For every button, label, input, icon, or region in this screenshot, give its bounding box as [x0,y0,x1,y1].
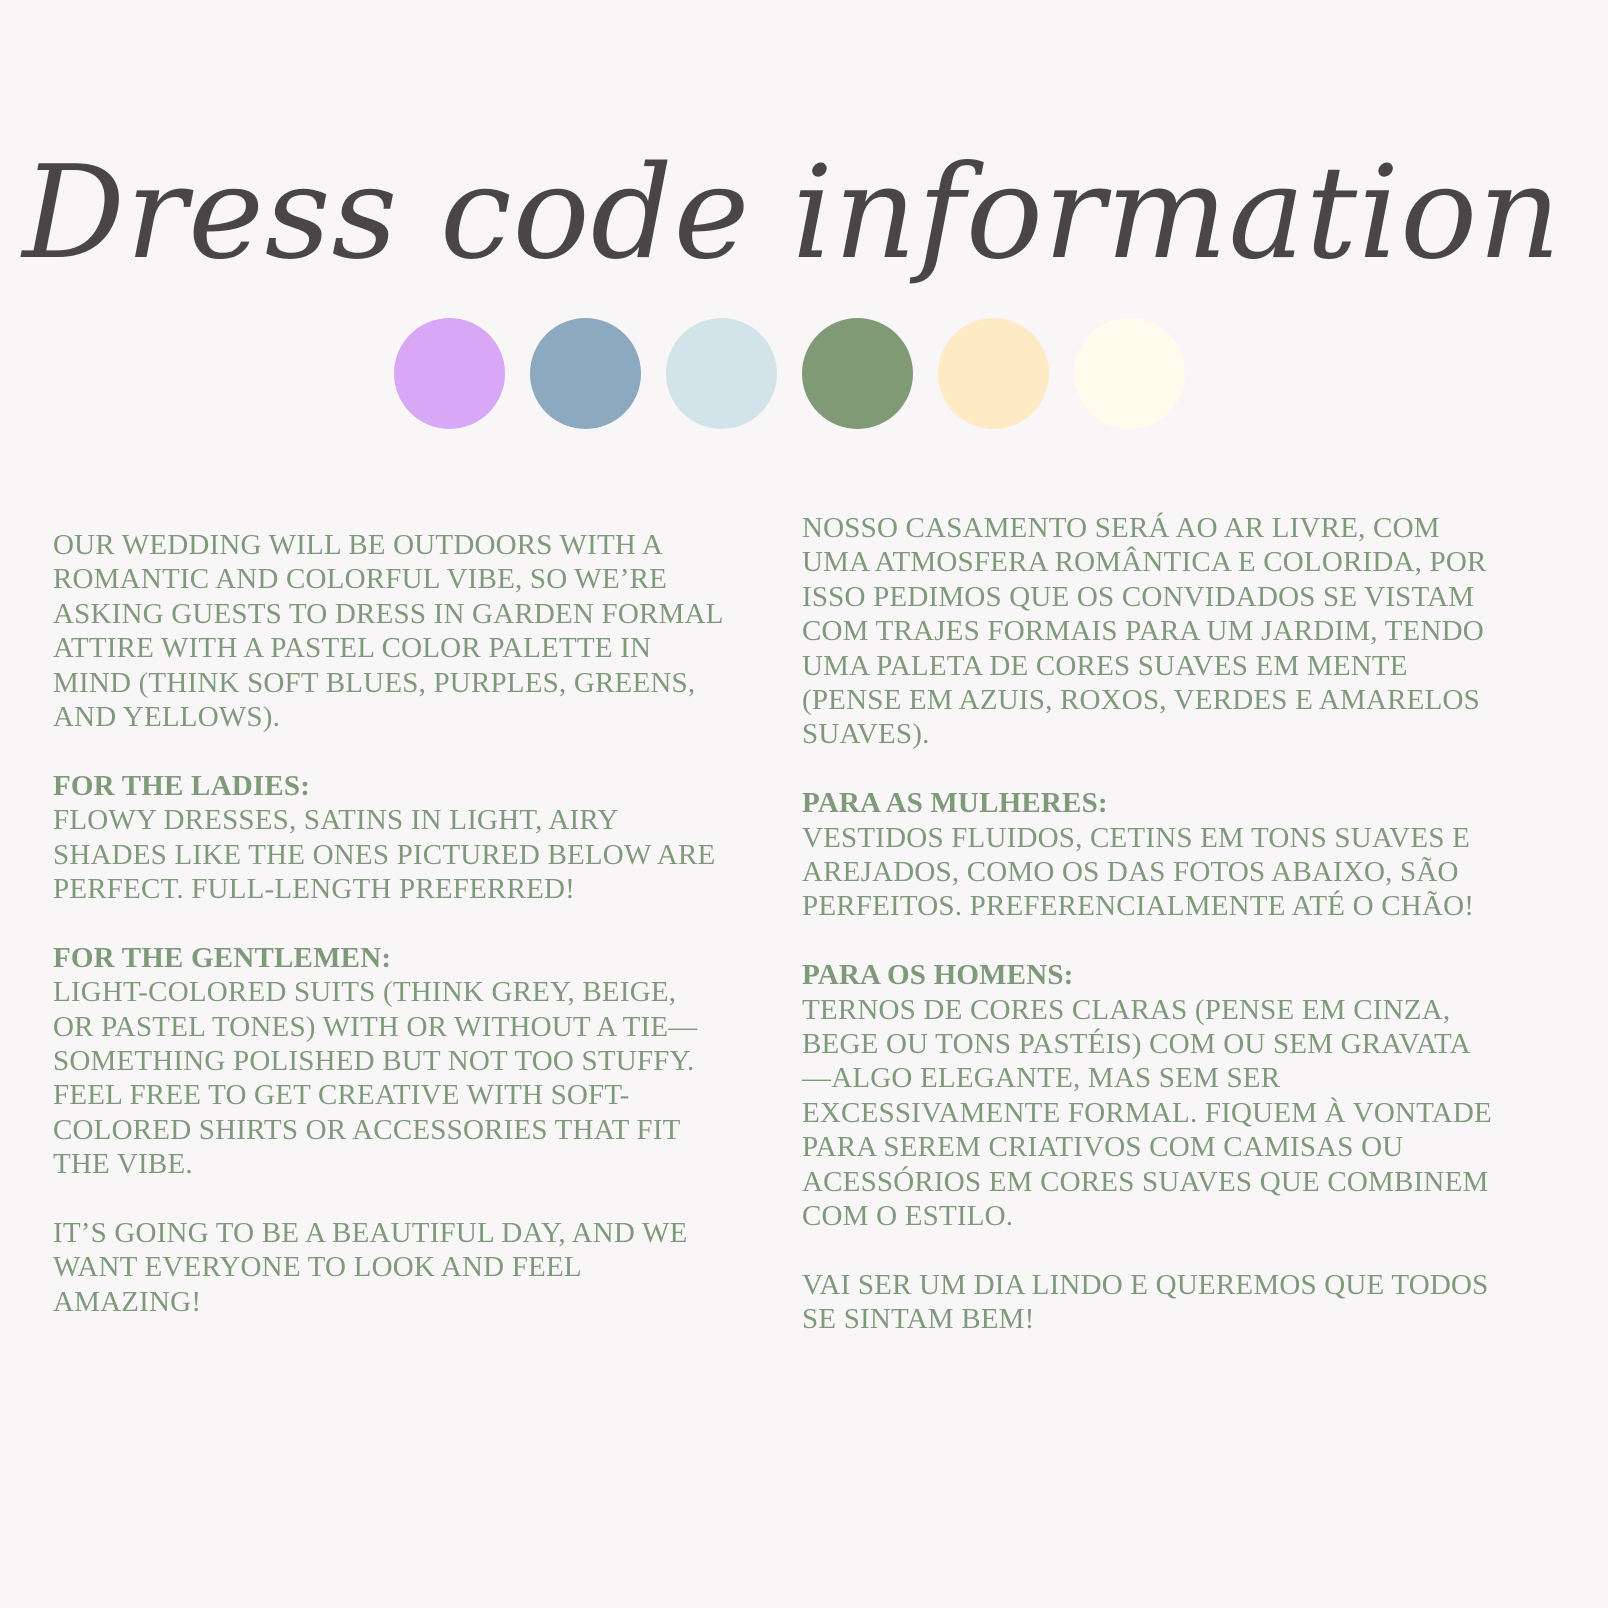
english-ladies-text: FLOWY DRESSES, SATINS IN LIGHT, AIRY SHADES LIKE THE ONES PICTURED BELOW ARE PERFECT. FULL-LENGTH PREFERRED! [53,804,716,906]
portuguese-gentlemen-section [802,958,1562,1233]
page-title: Dress code information [22,139,1562,288]
portuguese-column [802,511,1562,1371]
color-palette [394,318,1185,429]
portuguese-closing: VAI SER UM DIA LINDO E QUEREMOS QUE TODOS SE SINTAM BEM! [802,1268,1489,1336]
english-ladies-section [53,769,765,907]
portuguese-intro: NOSSO CASAMENTO SERÁ AO AR LIVRE, COM UMA ATMOSFERA ROMÂNTICA E COLORIDA, POR ISSO PEDIMOS QUE OS CONVIDADOS SE VISTAM COM TRAJES FORMAIS PARA UM JARDIM, TENDO UMA PALETA DE CORES SUAVES EM MENTE (PENSE EM AZUIS, ROXOS, VERDES E AMARELOS SUAVES). [802,512,1487,751]
english-intro: OUR WEDDING WILL BE OUTDOORS WITH A ROMANTIC AND COLORFUL VIBE, SO WE’RE ASKING GUESTS TO DRESS IN GARDEN FORMAL ATTIRE WITH A PASTEL COLOR PALETTE IN MIND (THINK SOFT BLUES, PURPLES, GREENS, AND YELLOWS). [53,529,724,734]
swatch-dusty-blue [530,318,641,429]
portuguese-ladies-text: VESTIDOS FLUIDOS, CETINS EM TONS SUAVES E AREJADOS, COMO OS DAS FOTOS ABAIXO, SÃO PERFEITOS. PREFERENCIALMENTE ATÉ O CHÃO! [802,821,1475,923]
english-gentlemen-text: LIGHT-COLORED SUITS (THINK GREY, BEIGE, OR PASTEL TONES) WITH OR WITHOUT A TIE— SOMETHING POLISHED BUT NOT TOO STUFFY. FEEL FREE TO GET CREATIVE WITH SOFT- COLORED SHIRTS OR ACCESSORIES THAT FIT THE VIBE. [53,976,698,1181]
english-gentlemen-heading: FOR THE GENTLEMEN: [53,941,392,974]
swatch-sage-green [802,318,913,429]
portuguese-gentlemen-text: TERNOS DE CORES CLARAS (PENSE EM CINZA, BEGE OU TONS PASTÉIS) COM OU SEM GRAVATA —ALGO ELEGANTE, MAS SEM SER EXCESSIVAMENTE FORMAL. FIQUEM À VONTADE PARA SEREM CRIATIVOS COM CAMISAS OU ACESSÓRIOS EM CORES SUAVES QUE COMBINEM COM O ESTILO. [802,993,1492,1233]
swatch-pale-blue [666,318,777,429]
swatch-pale-yellow [938,318,1049,429]
english-gentlemen-section [53,941,765,1182]
english-closing: IT’S GOING TO BE A BEAUTIFUL DAY, AND WE WANT EVERYONE TO LOOK AND FEEL AMAZING! [53,1217,688,1318]
swatch-cream [1074,318,1185,429]
english-column [53,528,765,1354]
swatch-lavender [394,318,505,429]
english-ladies-heading: FOR THE LADIES: [53,769,311,802]
portuguese-ladies-heading: PARA AS MULHERES: [802,787,1108,820]
portuguese-gentlemen-heading: PARA OS HOMENS: [802,959,1074,992]
portuguese-ladies-section [802,786,1562,924]
